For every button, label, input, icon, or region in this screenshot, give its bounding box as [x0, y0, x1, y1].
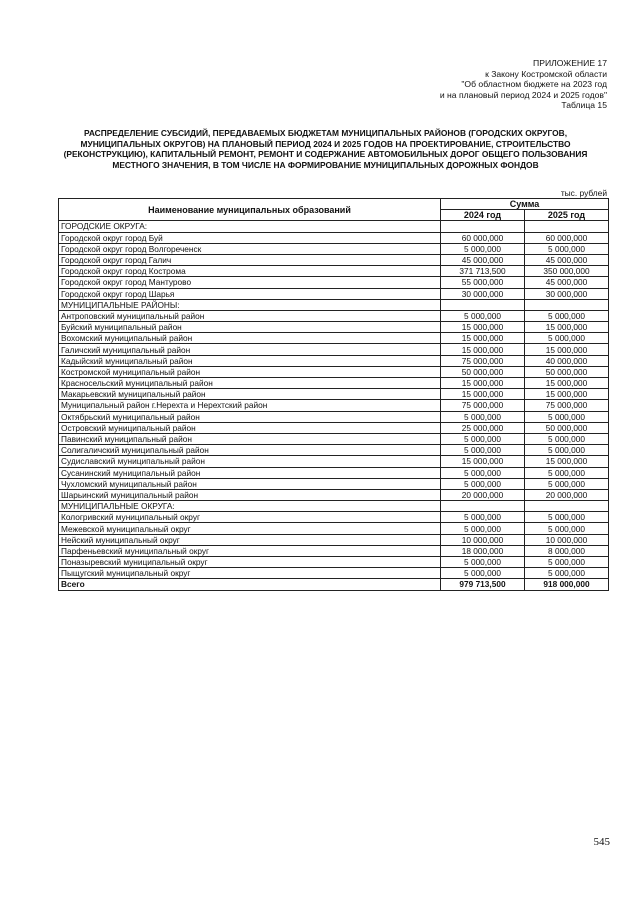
cell-2024: 75 000,000 — [441, 355, 525, 366]
table-row — [59, 310, 609, 321]
cell-name: Парфеньевский муниципальный округ — [59, 545, 441, 556]
appendix-line: Таблица 15 — [561, 100, 607, 111]
cell-2024: 60 000,000 — [441, 232, 525, 243]
table-row — [59, 389, 609, 400]
table-body — [59, 221, 609, 590]
table-row — [59, 232, 609, 243]
cell-2024: 10 000,000 — [441, 534, 525, 545]
cell-2025: 5 000,000 — [525, 310, 609, 321]
cell-2025: 350 000,000 — [525, 266, 609, 277]
document-title: РАСПРЕДЕЛЕНИЕ СУБСИДИЙ, ПЕРЕДАВАЕМЫХ БЮДЖЕТАМ МУНИЦИПАЛЬНЫХ РАЙОНОВ (ГОРОДСКИХ ОКРУГОВ, МУНИЦИПАЛЬНЫХ ОКРУГОВ) НА ПЛАНОВЫЙ ПЕРИОД 2024 И 2025 ГОДОВ НА ПРОЕКТИРОВАНИЕ, СТРОИТЕЛЬСТВО (РЕКОНСТРУКЦИЮ), КАПИТАЛЬНЫЙ РЕМОНТ, РЕМОНТ И СОДЕРЖАНИЕ АВТОМОБИЛЬНЫХ ДОРОГ ОБЩЕГО ПОЛЬЗОВАНИЯ МЕСТНОГО ЗНАЧЕНИЯ, В ТОМ ЧИСЛЕ НА ФОРМИРОВАНИЕ МУНИЦИПАЛЬНЫХ ДОРОЖНЫХ ФОНДОВ — [63, 128, 588, 170]
cell-name: Кологривский муниципальный округ — [59, 512, 441, 523]
table-row — [59, 400, 609, 411]
cell-name: Городской округ город Шарья — [59, 288, 441, 299]
cell-2024: 5 000,000 — [441, 568, 525, 579]
cell-2025: 5 000,000 — [525, 433, 609, 444]
cell-2025: 60 000,000 — [525, 232, 609, 243]
cell-2025: 5 000,000 — [525, 411, 609, 422]
table-row — [59, 322, 609, 333]
cell-2025: 15 000,000 — [525, 322, 609, 333]
cell-name: Макарьевский муниципальный район — [59, 389, 441, 400]
cell-2024: 5 000,000 — [441, 478, 525, 489]
cell-2025: 5 000,000 — [525, 445, 609, 456]
table-row — [59, 523, 609, 534]
table-row — [59, 254, 609, 265]
cell-name: Городской округ город Галич — [59, 254, 441, 265]
cell-name: Буйский муниципальный район — [59, 322, 441, 333]
cell-2025: 45 000,000 — [525, 277, 609, 288]
cell-2025: 15 000,000 — [525, 456, 609, 467]
cell-2025: 30 000,000 — [525, 288, 609, 299]
cell-name: Шарьинский муниципальный район — [59, 489, 441, 500]
cell-2025: 75 000,000 — [525, 400, 609, 411]
cell-2024: 18 000,000 — [441, 545, 525, 556]
cell-2025: 50 000,000 — [525, 366, 609, 377]
cell-2024: 55 000,000 — [441, 277, 525, 288]
table-row — [59, 221, 609, 232]
cell-2025 — [525, 501, 609, 512]
cell-name: МУНИЦИПАЛЬНЫЕ РАЙОНЫ: — [59, 299, 441, 310]
cell-2025: 5 000,000 — [525, 512, 609, 523]
header-2024: 2024 год — [441, 210, 525, 221]
appendix-header — [440, 58, 607, 111]
appendix-line: и на плановый период 2024 и 2025 годов" — [439, 89, 607, 100]
subsidy-table — [58, 198, 609, 591]
cell-2025: 5 000,000 — [525, 467, 609, 478]
cell-name: Солигаличский муниципальный район — [59, 445, 441, 456]
cell-2024: 15 000,000 — [441, 456, 525, 467]
cell-name: Октябрьский муниципальный район — [59, 411, 441, 422]
cell-2024: 5 000,000 — [441, 512, 525, 523]
cell-2024: 15 000,000 — [441, 322, 525, 333]
cell-name: Всего — [59, 579, 441, 590]
cell-2024 — [441, 501, 525, 512]
cell-2024: 5 000,000 — [441, 557, 525, 568]
total-row — [59, 579, 609, 590]
appendix-line: ПРИЛОЖЕНИЕ 17 — [533, 58, 607, 68]
cell-2025: 15 000,000 — [525, 344, 609, 355]
table-row — [59, 378, 609, 389]
table-row — [59, 243, 609, 254]
cell-2024: 5 000,000 — [441, 445, 525, 456]
units-label: тыс. рублей — [560, 188, 607, 198]
appendix-line: "Об областном бюджете на 2023 год — [461, 79, 607, 90]
cell-2024: 5 000,000 — [441, 243, 525, 254]
cell-2025: 5 000,000 — [525, 568, 609, 579]
cell-name: Пыщугский муниципальный округ — [59, 568, 441, 579]
cell-2025: 40 000,000 — [525, 355, 609, 366]
cell-name: ГОРОДСКИЕ ОКРУГА: — [59, 221, 441, 232]
cell-2024: 30 000,000 — [441, 288, 525, 299]
cell-2024: 5 000,000 — [441, 310, 525, 321]
cell-2024: 75 000,000 — [441, 400, 525, 411]
cell-2024 — [441, 299, 525, 310]
table-row — [59, 277, 609, 288]
cell-2024 — [441, 221, 525, 232]
header-2025: 2025 год — [525, 210, 609, 221]
cell-name: Поназыревский муниципальный округ — [59, 557, 441, 568]
cell-name: Островский муниципальный район — [59, 422, 441, 433]
cell-name: Городской округ город Мантурово — [59, 277, 441, 288]
cell-2025: 918 000,000 — [525, 579, 609, 590]
cell-2025: 8 000,000 — [525, 545, 609, 556]
cell-2025: 5 000,000 — [525, 523, 609, 534]
table-row — [59, 433, 609, 444]
cell-name: Галичский муниципальный район — [59, 344, 441, 355]
appendix-line: к Закону Костромской области — [485, 68, 607, 79]
cell-name: Костромской муниципальный район — [59, 366, 441, 377]
cell-2025 — [525, 299, 609, 310]
table-row — [59, 568, 609, 579]
cell-2025: 15 000,000 — [525, 378, 609, 389]
cell-2025: 5 000,000 — [525, 478, 609, 489]
cell-2025: 5 000,000 — [525, 557, 609, 568]
table-row — [59, 489, 609, 500]
cell-2024: 5 000,000 — [441, 523, 525, 534]
cell-name: Городской округ город Волгореченск — [59, 243, 441, 254]
cell-name: Вохомский муниципальный район — [59, 333, 441, 344]
table-row — [59, 333, 609, 344]
table-row — [59, 501, 609, 512]
cell-name: Городской округ город Буй — [59, 232, 441, 243]
page-number: 545 — [593, 836, 610, 848]
cell-2025: 45 000,000 — [525, 254, 609, 265]
cell-2025: 5 000,000 — [525, 333, 609, 344]
cell-2025: 10 000,000 — [525, 534, 609, 545]
table-row — [59, 456, 609, 467]
table-row — [59, 478, 609, 489]
table-row — [59, 534, 609, 545]
cell-2024: 15 000,000 — [441, 389, 525, 400]
cell-name: Антроповский муниципальный район — [59, 310, 441, 321]
cell-2024: 20 000,000 — [441, 489, 525, 500]
cell-2025: 15 000,000 — [525, 389, 609, 400]
cell-name: Муниципальный район г.Нерехта и Нерехтский район — [59, 400, 441, 411]
table-row — [59, 411, 609, 422]
cell-name: Нейский муниципальный округ — [59, 534, 441, 545]
table-row — [59, 467, 609, 478]
cell-name: МУНИЦИПАЛЬНЫЕ ОКРУГА: — [59, 501, 441, 512]
cell-name: Судиславский муниципальный район — [59, 456, 441, 467]
table-row — [59, 557, 609, 568]
cell-2025: 5 000,000 — [525, 243, 609, 254]
table-row — [59, 299, 609, 310]
cell-name: Павинский муниципальный район — [59, 433, 441, 444]
cell-2024: 15 000,000 — [441, 378, 525, 389]
table-row — [59, 545, 609, 556]
cell-name: Чухломский муниципальный район — [59, 478, 441, 489]
cell-2025: 20 000,000 — [525, 489, 609, 500]
cell-2024: 25 000,000 — [441, 422, 525, 433]
header-name: Наименование муниципальных образований — [59, 199, 441, 221]
cell-2025 — [525, 221, 609, 232]
table-row — [59, 512, 609, 523]
cell-name: Кадыйский муниципальный район — [59, 355, 441, 366]
cell-name: Городской округ город Кострома — [59, 266, 441, 277]
table-row — [59, 355, 609, 366]
cell-2024: 15 000,000 — [441, 333, 525, 344]
cell-2024: 5 000,000 — [441, 467, 525, 478]
header-sum: Сумма — [441, 199, 609, 210]
cell-2024: 5 000,000 — [441, 433, 525, 444]
cell-name: Сусанинский муниципальный район — [59, 467, 441, 478]
cell-name: Красносельский муниципальный район — [59, 378, 441, 389]
cell-2024: 5 000,000 — [441, 411, 525, 422]
cell-2024: 371 713,500 — [441, 266, 525, 277]
cell-name: Межевской муниципальный округ — [59, 523, 441, 534]
table-row — [59, 445, 609, 456]
table-row — [59, 266, 609, 277]
cell-2024: 45 000,000 — [441, 254, 525, 265]
table-row — [59, 366, 609, 377]
table-row — [59, 288, 609, 299]
table-row — [59, 422, 609, 433]
cell-2024: 50 000,000 — [441, 366, 525, 377]
cell-2025: 50 000,000 — [525, 422, 609, 433]
cell-2024: 15 000,000 — [441, 344, 525, 355]
cell-2024: 979 713,500 — [441, 579, 525, 590]
table-row — [59, 344, 609, 355]
